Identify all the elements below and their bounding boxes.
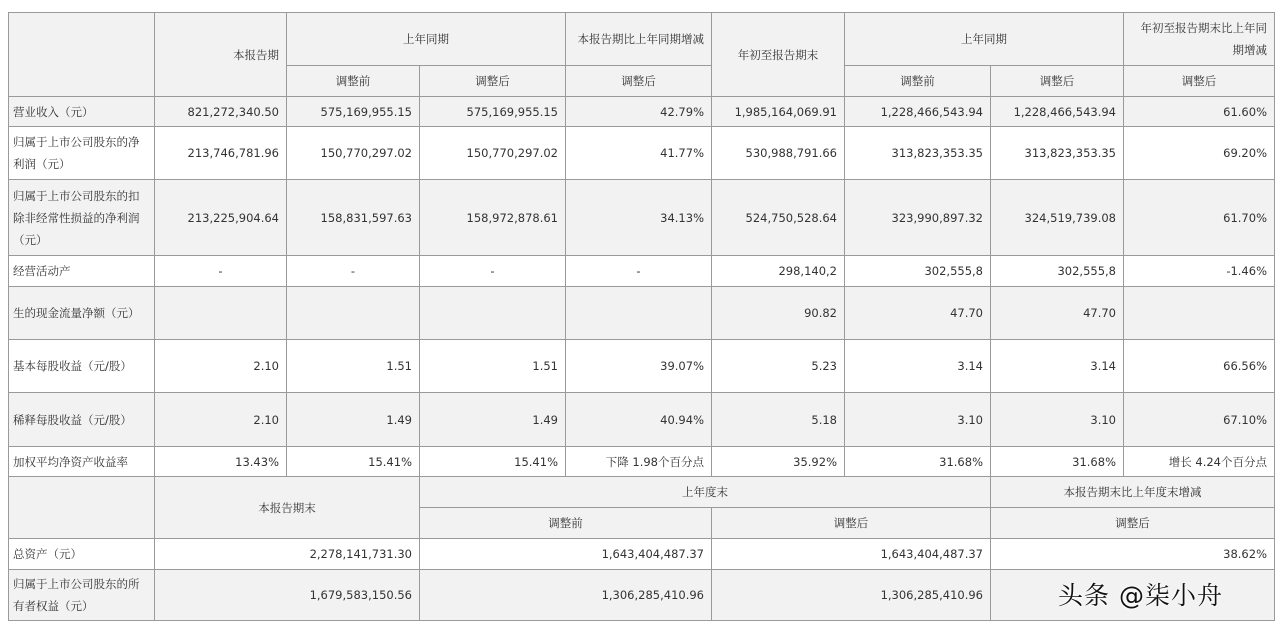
header-before-adj-bottom: 调整前 [420,508,712,539]
table-cell: 69.20% [1124,127,1275,180]
table-cell: 42.79% [566,97,712,127]
table-cell: 38.62% [991,539,1275,570]
table-cell: 2,278,141,731.30 [155,539,420,570]
table-cell: 575,169,955.15 [287,97,420,127]
table-cell: 5.23 [712,340,845,393]
table-cell: 31.68% [845,447,991,477]
header-after-adj-bottom: 调整后 [712,508,991,539]
table-cell: 67.10% [1124,393,1275,447]
table-row [9,127,1275,180]
watermark: 头条 @柒小舟 [1058,581,1223,610]
table-cell: 1.49 [287,393,420,447]
header-same-period-last-year: 上年同期 [287,13,566,66]
bottom-header-row-1 [9,477,1275,508]
header-current-period: 本报告期 [155,13,287,97]
table-cell: - [155,256,287,287]
table-cell: 1,679,583,150.56 [155,570,420,621]
row-label: 基本每股收益（元/股） [9,340,155,393]
table-cell: 61.70% [1124,180,1275,256]
header-yoy-change: 本报告期比上年同期增减 [566,13,712,66]
table-cell: 1.49 [420,393,566,447]
table-cell: 5.18 [712,393,845,447]
table-cell: 增长 4.24个百分点 [1124,447,1275,477]
table-cell: 158,831,597.63 [287,180,420,256]
table-cell: 47.70 [991,287,1124,340]
table-cell: 1.51 [420,340,566,393]
table-cell: - [287,256,420,287]
table-cell: 302,555,8 [845,256,991,287]
table-cell: 13.43% [155,447,287,477]
header-corner [9,13,155,97]
header-period-end-change: 本报告期末比上年度末增减 [991,477,1275,508]
row-label: 归属于上市公司股东的净利润（元） [9,127,155,180]
row-label: 稀释每股收益（元/股） [9,393,155,447]
financial-data-table [8,12,1275,621]
row-label: 生的现金流量净额（元） [9,287,155,340]
table-cell: 下降 1.98个百分点 [566,447,712,477]
table-cell: 41.77% [566,127,712,180]
table-cell: 1,643,404,487.37 [420,539,712,570]
table-cell: 2.10 [155,340,287,393]
table-cell: 1,306,285,410.96 [712,570,991,621]
table-cell: - [420,256,566,287]
table-cell [420,287,566,340]
header-after-adj-change-bottom: 调整后 [991,508,1275,539]
table-cell: -1.46% [1124,256,1275,287]
table-cell: 1,985,164,069.91 [712,97,845,127]
table-cell: 15.41% [420,447,566,477]
table-cell: 530,988,791.66 [712,127,845,180]
row-label: 总资产（元） [9,539,155,570]
table-cell: 3.10 [991,393,1124,447]
table-cell: 298,140,2 [712,256,845,287]
table-cell: 61.60% [1124,97,1275,127]
table-row [9,447,1275,477]
table-cell: 323,990,897.32 [845,180,991,256]
table-row [9,97,1275,127]
table-row [9,256,1275,287]
table-cell: 34.13% [566,180,712,256]
header-last-year-end: 上年度末 [420,477,991,508]
header-after-adj-change-2: 调整后 [1124,66,1275,97]
table-row [9,180,1275,256]
table-cell: 575,169,955.15 [420,97,566,127]
table-cell: 66.56% [1124,340,1275,393]
row-label: 归属于上市公司股东的扣除非经常性损益的净利润（元） [9,180,155,256]
table-cell: 2.10 [155,393,287,447]
table-cell: 47.70 [845,287,991,340]
table-cell: 1.51 [287,340,420,393]
table-cell: 213,746,781.96 [155,127,287,180]
table-cell: 1,228,466,543.94 [845,97,991,127]
table-cell: 150,770,297.02 [420,127,566,180]
table-cell: 3.14 [845,340,991,393]
table-row [9,340,1275,393]
row-label: 归属于上市公司股东的所有者权益（元） [9,570,155,621]
table-cell: 15.41% [287,447,420,477]
table-cell: 3.14 [991,340,1124,393]
table-cell: 821,272,340.50 [155,97,287,127]
table-cell [566,287,712,340]
row-label: 加权平均净资产收益率 [9,447,155,477]
header-after-adj-2: 调整后 [991,66,1124,97]
row-label: 营业收入（元） [9,97,155,127]
table-cell: 1,306,285,410.96 [420,570,712,621]
table-cell: 35.92% [712,447,845,477]
table-cell [1124,287,1275,340]
table-cell: 1,228,466,543.94 [991,97,1124,127]
table-row [9,539,1275,570]
table-row [9,287,1275,340]
table-cell: 90.82 [712,287,845,340]
header-same-period-last-year-2: 上年同期 [845,13,1124,66]
table-cell: 302,555,8 [991,256,1124,287]
table-cell: 3.10 [845,393,991,447]
table-cell: 324,519,739.08 [991,180,1124,256]
table-cell [155,287,287,340]
bottom-header-corner [9,477,155,539]
table-cell: 524,750,528.64 [712,180,845,256]
table-cell: 150,770,297.02 [287,127,420,180]
header-after-adj: 调整后 [420,66,566,97]
header-ytd-change: 年初至报告期末比上年同期增减 [1124,13,1275,66]
table-cell: 40.94% [566,393,712,447]
table-cell: - [566,256,712,287]
header-ytd: 年初至报告期末 [712,13,845,97]
table-cell: 158,972,878.61 [420,180,566,256]
table-cell [287,287,420,340]
table-cell: 213,225,904.64 [155,180,287,256]
table-cell: 39.07% [566,340,712,393]
row-label: 经营活动产 [9,256,155,287]
table-cell: 31.68% [991,447,1124,477]
table-cell: 313,823,353.35 [845,127,991,180]
header-period-end: 本报告期末 [155,477,420,539]
table-row [9,393,1275,447]
table-cell: 1,643,404,487.37 [712,539,991,570]
header-row-1 [9,13,1275,66]
header-after-adj-change: 调整后 [566,66,712,97]
header-before-adj: 调整前 [287,66,420,97]
header-before-adj-2: 调整前 [845,66,991,97]
table-cell: 313,823,353.35 [991,127,1124,180]
